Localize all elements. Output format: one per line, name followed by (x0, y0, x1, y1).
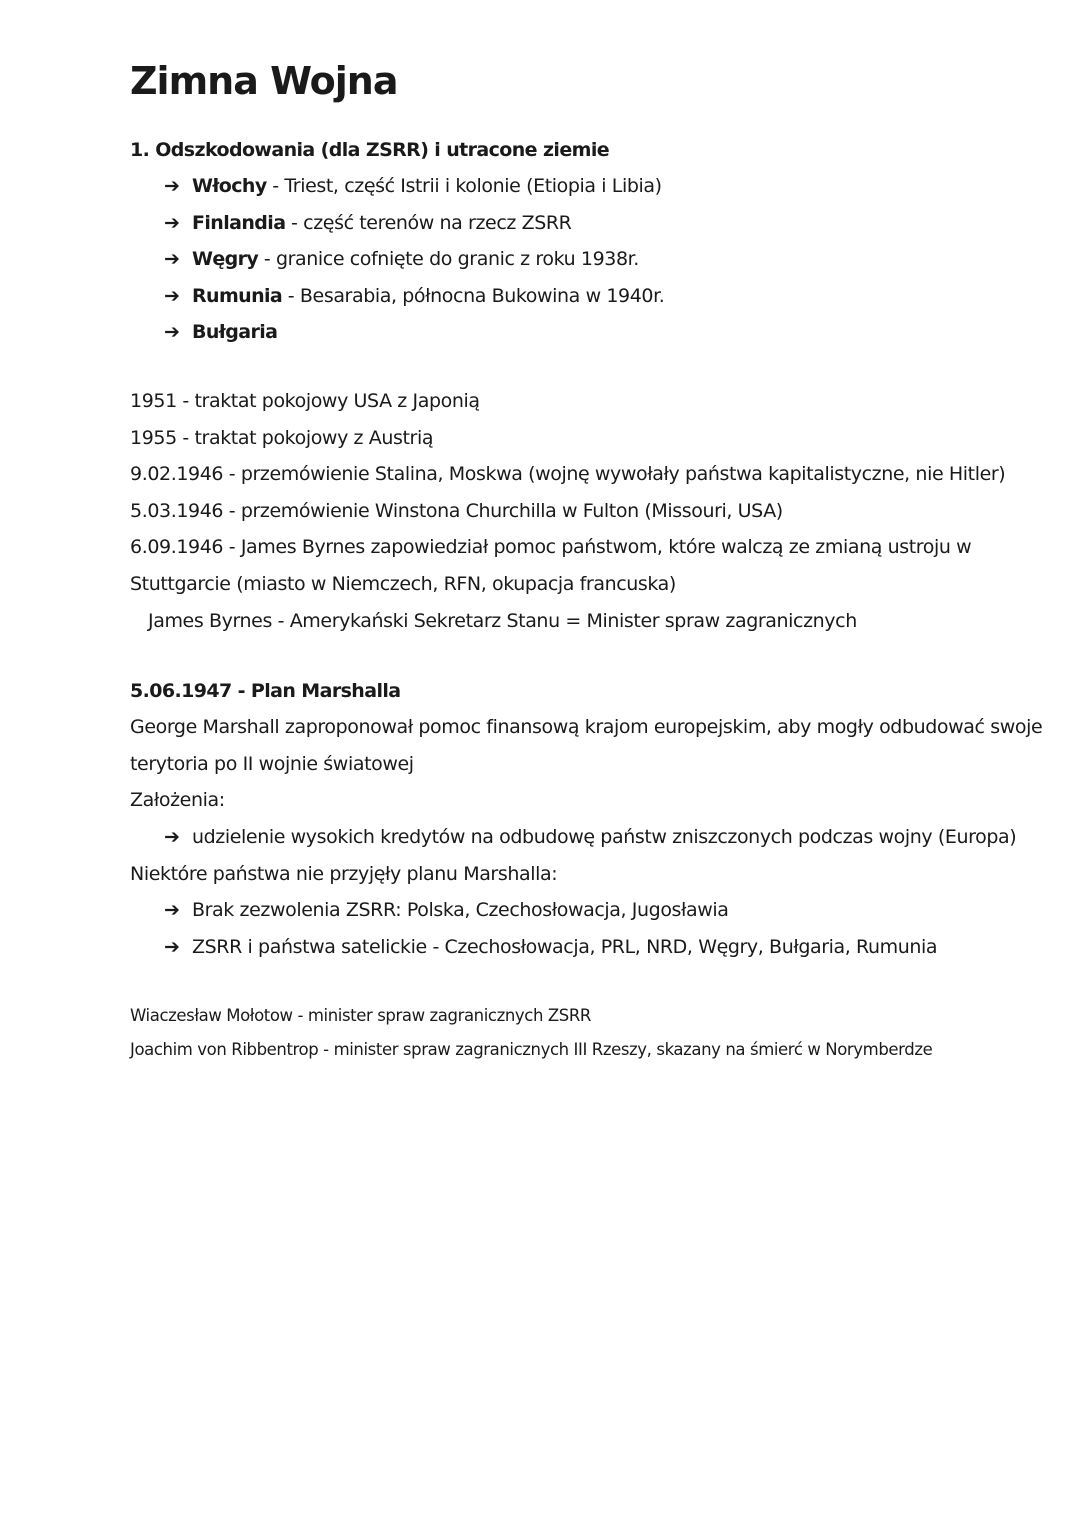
country-name: Finlandia (192, 211, 286, 234)
assumption-text: udzielenie wysokich kredytów na odbudowę państw zniszczonych podczas wojny (Europa) (192, 825, 1017, 848)
spacer (130, 351, 1010, 383)
event-line-continued: Stuttgarcie (miasto w Niemczech, RFN, okupacja francuska) (130, 572, 676, 595)
event-line (130, 420, 1010, 457)
list-item (130, 168, 1010, 205)
section-heading-marshall: 5.06.1947 - Plan Marshalla (130, 680, 401, 703)
list-item (130, 892, 1010, 929)
list-item (130, 241, 1010, 278)
event-line (130, 383, 1010, 420)
note-line: Wiaczesław Mołotow - minister spraw zagranicznych ZSRR (130, 1006, 591, 1026)
arrow-right-icon: ➔ (164, 321, 180, 344)
country-name: Węgry (192, 248, 259, 271)
event-line (130, 529, 1010, 566)
event-text: - traktat pokojowy USA z Japonią (176, 389, 480, 412)
list-item (130, 278, 1010, 315)
byrnes-note: James Byrnes - Amerykański Sekretarz Stanu = Minister spraw zagranicznych (148, 609, 857, 632)
arrow-right-icon: ➔ (164, 825, 180, 848)
country-detail: - część terenów na rzecz ZSRR (285, 211, 572, 234)
country-detail: - granice cofnięte do granic z roku 1938r. (258, 248, 639, 271)
refused-text: ZSRR i państwa satelickie - Czechosłowacja, PRL, NRD, Węgry, Bułgaria, Rumunia (192, 935, 938, 958)
arrow-right-icon: ➔ (164, 284, 180, 307)
spacer (130, 965, 1010, 999)
country-name: Bułgaria (192, 321, 278, 344)
country-detail: - Besarabia, północna Bukowina w 1940r. (282, 284, 665, 307)
list-item (130, 314, 1010, 351)
arrow-right-icon: ➔ (164, 175, 180, 197)
event-text: - przemówienie Stalina, Moskwa (wojnę wywołały państwa kapitalistyczne, nie Hitler) (223, 463, 1006, 486)
list-item (130, 205, 1010, 242)
event-date: 6.09.1946 (130, 536, 224, 559)
event-line (130, 456, 1010, 493)
country-name: Włochy (192, 175, 267, 197)
note-line: Joachim von Ribbentrop - minister spraw zagranicznych III Rzeszy, skazany na śmierć w Norymberdze (130, 1040, 933, 1060)
document-page (130, 58, 1043, 1067)
event-date: 5.03.1946 (130, 499, 224, 522)
country-name: Rumunia (192, 284, 283, 307)
event-line (130, 493, 1010, 530)
event-date: 9.02.1946 (130, 463, 224, 486)
list-item (130, 819, 1017, 856)
marshall-description-cont: terytoria po II wojnie światowej (130, 752, 414, 775)
event-date: 1955 (130, 426, 177, 449)
marshall-description: George Marshall zaproponował pomoc finansową krajom europejskim, aby mogły odbudować swoje (130, 716, 1043, 739)
section-heading-reparations: 1. Odszkodowania (dla ZSRR) i utracone ziemie (130, 139, 610, 161)
arrow-right-icon: ➔ (164, 211, 180, 234)
event-text: - traktat pokojowy z Austrią (176, 426, 434, 449)
arrow-right-icon: ➔ (164, 248, 180, 271)
assumptions-label: Założenia: (130, 789, 225, 812)
country-detail: - Triest, część Istrii i kolonie (Etiopia i Libia) (266, 175, 662, 197)
event-text: - przemówienie Winstona Churchilla w Fulton (Missouri, USA) (223, 499, 783, 522)
list-item (130, 929, 1010, 966)
refused-label: Niektóre państwa nie przyjęły planu Marshalla: (130, 862, 558, 885)
refused-text: Brak zezwolenia ZSRR: Polska, Czechosłowacja, Jugosławia (192, 899, 729, 922)
arrow-right-icon: ➔ (164, 935, 180, 958)
spacer (130, 639, 1010, 673)
page-title: Zimna Wojna (130, 59, 398, 103)
event-date: 1951 (130, 389, 177, 412)
arrow-right-icon: ➔ (164, 899, 180, 922)
event-text: - James Byrnes zapowiedział pomoc państwom, które walczą ze zmianą ustroju w (223, 536, 972, 559)
